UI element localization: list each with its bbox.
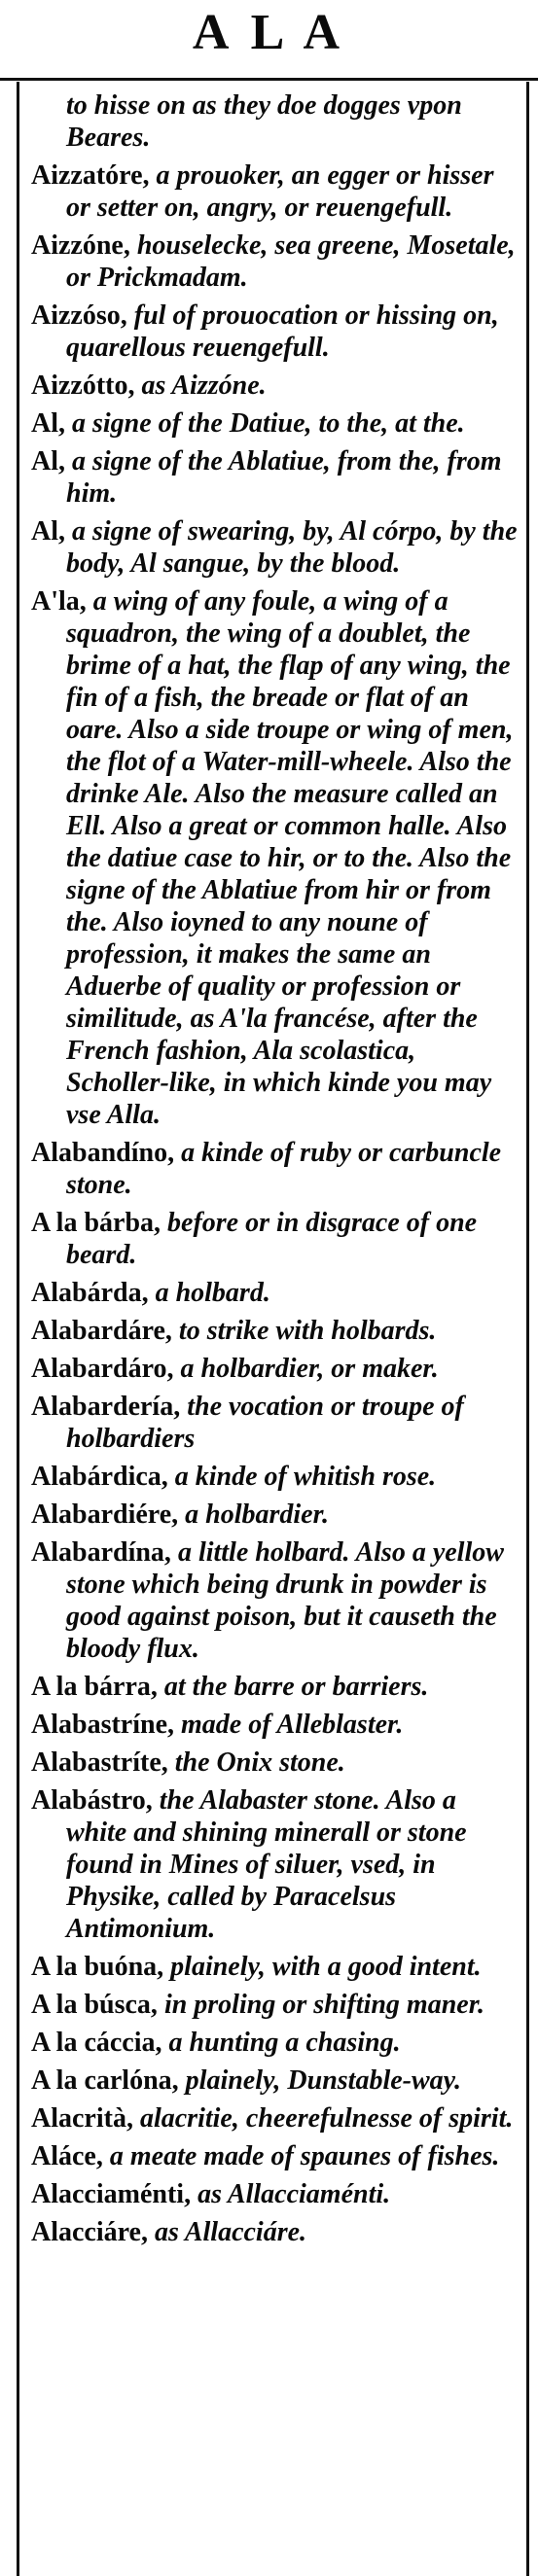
dictionary-entry — [31, 1951, 520, 1983]
entry-headword: Alabárda, — [31, 1278, 149, 1308]
dictionary-entry — [31, 1784, 520, 1945]
entry-definition: a wing of any foule, a wing of a squadron, the wing of a doublet, the brime of a hat, the flap of any wing, the fin of a fish, the breade or flat of an oare. Also a side troupe or wing of men, the flot of a Water-mill-wheele. Also the drinke Ale. Also the measure called an Ell. Also a great or common halle. Also the datiue case to hir, or to the. Also the signe of the Ablatiue from hir or from the. Also ioyned to any noune of profession, it makes the same an Aduerbe of quality or profession or similitude, as A'la francése, after the French fashion, Ala scolastica, Scholler-like, in which kinde you may vse Alla. — [66, 586, 514, 1130]
entry-headword: Alacciaménti, — [31, 2179, 192, 2209]
entry-definition: a kinde of whitish rose. — [174, 1462, 437, 1492]
entry-headword: Alacciáre, — [31, 2217, 148, 2247]
entry-definition: a signe of the Ablatiue, from the, from him. — [66, 446, 502, 509]
dictionary-entry — [31, 1747, 520, 1779]
entry-headword: Aizzóso, — [31, 300, 127, 331]
entry-definition: plainely, Dunstable-way. — [185, 2065, 462, 2096]
entry-definition: a signe of the Datiue, to the, at the. — [72, 408, 465, 439]
entry-definition: as Aizzóne. — [141, 371, 267, 401]
dictionary-entry — [31, 2027, 520, 2059]
entry-headword: Alabardína, — [31, 1537, 171, 1568]
left-column-rule — [17, 82, 19, 2576]
entry-headword: A la buóna, — [31, 1952, 164, 1982]
entry-headword: Alabardáro, — [31, 1354, 174, 1384]
dictionary-column — [31, 89, 520, 2254]
entry-headword: A la cáccia, — [31, 2028, 162, 2058]
dictionary-entry — [31, 2064, 520, 2097]
entry-headword: Alabástro, — [31, 1785, 153, 1816]
dictionary-entry — [31, 1536, 520, 1665]
entry-headword: A'la, — [31, 586, 87, 617]
entry-headword: Alabastríne, — [31, 1710, 174, 1740]
entry-definition: as Allacciáre. — [154, 2217, 307, 2247]
entry-definition: to hisse on as they doe dogges vpon Beares. — [66, 90, 462, 153]
entry-definition: a little holbard. Also a yellow stone which being drunk in powder is good against poison, but it causeth the bloody flux. — [66, 1537, 504, 1664]
dictionary-entry — [31, 1137, 520, 1201]
entry-definition: to strike with holbards. — [178, 1316, 437, 1346]
dictionary-entry — [31, 1277, 520, 1309]
entry-headword: Alabárdica, — [31, 1462, 168, 1492]
dictionary-entry — [31, 1671, 520, 1703]
entry-headword: Alabardería, — [31, 1392, 181, 1422]
entry-definition: a meate made of spaunes of fishes. — [109, 2141, 500, 2171]
entry-definition: ful of prouocation or hissing on, quarellous reuengefull. — [66, 300, 499, 363]
dictionary-entry — [31, 229, 520, 294]
page-header — [0, 0, 538, 82]
entry-definition: plainely, with a good intent. — [170, 1952, 482, 1982]
entry-definition: before or in disgrace of one beard. — [66, 1208, 478, 1270]
entry-headword: Al, — [31, 516, 65, 547]
dictionary-entry — [31, 1989, 520, 2021]
entry-headword: Aizzatóre, — [31, 160, 150, 191]
entry-headword: Al, — [31, 446, 65, 476]
entry-definition: a holbardier, or maker. — [180, 1354, 439, 1384]
entry-headword: Al, — [31, 408, 65, 439]
dictionary-entry — [31, 2216, 520, 2248]
dictionary-entry — [31, 1315, 520, 1347]
entry-headword: Alabastríte, — [31, 1747, 168, 1778]
entry-headword: Aizzótto, — [31, 371, 135, 401]
dictionary-entry — [31, 585, 520, 1131]
entry-definition: the vocation or troupe of holbardiers — [66, 1392, 464, 1454]
entry-headword: Alabardiére, — [31, 1500, 179, 1530]
entry-definition: a holbardier. — [185, 1500, 329, 1530]
dictionary-entry — [31, 1499, 520, 1531]
entry-definition: a prouoker, an egger or hisser or setter on, angry, or reuengefull. — [66, 160, 494, 223]
running-head: A L A — [192, 5, 346, 60]
dictionary-entry — [31, 2140, 520, 2172]
entry-definition: the Onix stone. — [174, 1747, 345, 1778]
dictionary-entry — [31, 2178, 520, 2210]
dictionary-entry — [31, 370, 520, 402]
dictionary-entry — [31, 1353, 520, 1385]
entry-definition: at the barre or barriers. — [163, 1672, 429, 1702]
entry-headword: Alabardáre, — [31, 1316, 172, 1346]
entry-headword: Alacrità, — [31, 2103, 133, 2134]
dictionary-entry — [31, 300, 520, 364]
entry-headword: A la búsca, — [31, 1990, 158, 2020]
header-rule — [0, 78, 538, 81]
entry-definition: alacritie, cheerefulnesse of spirit. — [139, 2103, 514, 2134]
dictionary-entry — [31, 1461, 520, 1493]
entry-headword: Aizzóne, — [31, 230, 130, 261]
entry-definition: as Allacciaménti. — [197, 2179, 391, 2209]
entry-definition: in proling or shifting maner. — [163, 1990, 485, 2020]
dictionary-entry — [31, 515, 520, 580]
dictionary-entry — [31, 2102, 520, 2135]
dictionary-entry — [31, 1207, 520, 1271]
dictionary-entry — [31, 1709, 520, 1741]
entry-headword: A la bárba, — [31, 1208, 161, 1238]
entry-headword: A la carlóna, — [31, 2065, 179, 2096]
dictionary-entry — [31, 1391, 520, 1455]
entry-headword: A la bárra, — [31, 1672, 158, 1702]
entry-headword: Alabandíno, — [31, 1138, 175, 1168]
dictionary-entry — [31, 445, 520, 510]
entry-definition: a holbard. — [155, 1278, 270, 1308]
entry-definition: the Alabaster stone. Also a white and shining minerall or stone found in Mines of siluer, vsed, in Physike, called by Paracelsus Antimonium. — [66, 1785, 467, 1944]
right-column-rule — [526, 82, 529, 2576]
entry-definition: made of Alleblaster. — [181, 1710, 404, 1740]
dictionary-entry — [31, 407, 520, 440]
entry-headword: Aláce, — [31, 2141, 103, 2171]
entry-definition: houselecke, sea greene, Mosetale, or Prickmadam. — [66, 230, 516, 293]
entry-definition: a signe of swearing, by, Al córpo, by the body, Al sangue, by the blood. — [66, 516, 518, 579]
dictionary-entry — [31, 89, 520, 154]
entry-definition: a kinde of ruby or carbuncle stone. — [66, 1138, 502, 1200]
dictionary-entry — [31, 159, 520, 224]
entry-definition: a hunting a chasing. — [168, 2028, 401, 2058]
